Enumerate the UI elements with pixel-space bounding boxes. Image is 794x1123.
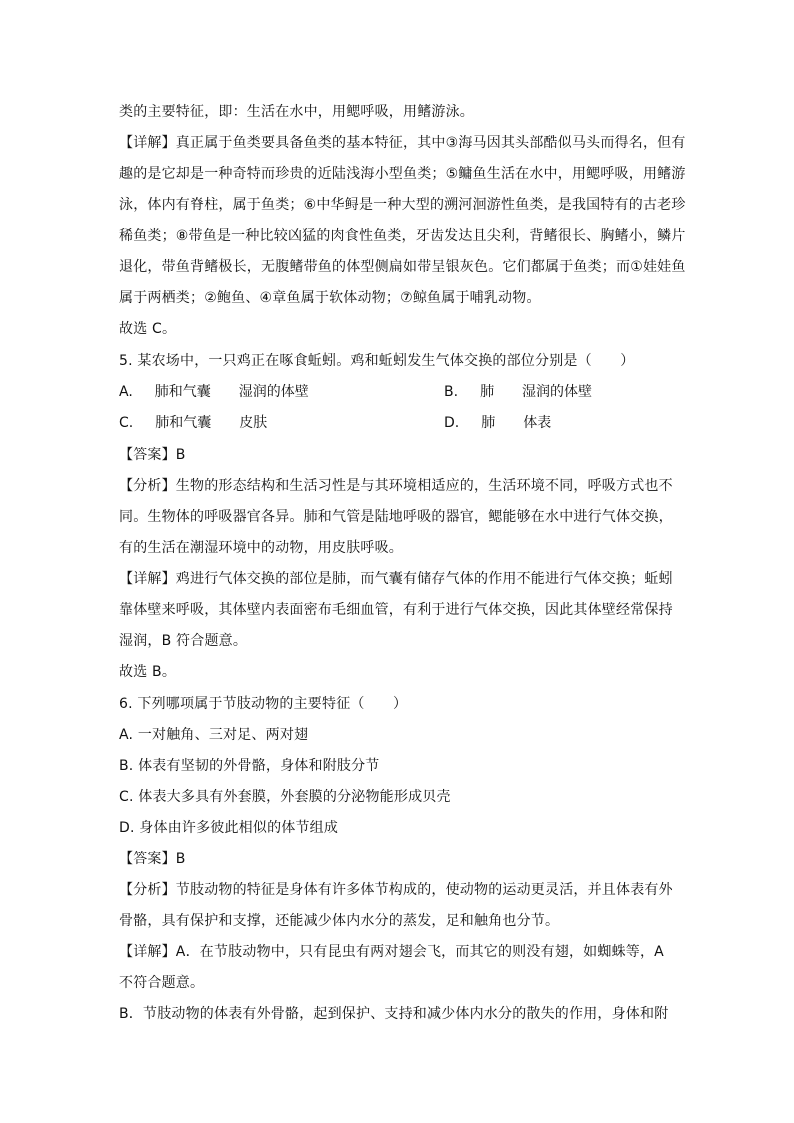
option-text: 肺 湿润的体壁: [480, 384, 593, 400]
question-5: 5. 某农场中，一只鸡正在啄食蚯蚓。鸡和蚯蚓发生气体交换的部位分别是（ ）: [119, 353, 635, 369]
text-line: 不符合题意。: [119, 975, 205, 991]
option-letter: D.: [444, 415, 460, 431]
question-6: 6. 下列哪项属于节肢动物的主要特征（ ）: [119, 696, 408, 712]
text-line: 退化，带鱼背鳍极长，无腹鳍带鱼的体型侧扁如带呈银灰色。它们都属于鱼类；而①娃娃鱼: [119, 259, 686, 275]
text-line: 靠体壁来呼吸，其体壁内表面密布毛细血管，有利于进行气体交换，因此其体壁经常保持: [119, 602, 673, 618]
text-line: 骨骼，具有保护和支撑，还能减少体内水分的蒸发，足和触角也分节。: [119, 913, 560, 929]
option-letter: A.: [119, 384, 133, 400]
text-line: 类的主要特征，即：生活在水中，用鳃呼吸，用鳍游泳。: [119, 104, 474, 120]
option-letter: B.: [444, 384, 459, 400]
text-line: 属于两栖类；②鲍鱼、④章鱼属于软体动物；⑦鲸鱼属于哺乳动物。: [119, 290, 541, 306]
answer-line: 【答案】B: [119, 851, 186, 867]
text-line: 有的生活在潮湿环境中的动物，用皮肤呼吸。: [119, 540, 403, 556]
text-line: 稀鱼类；⑧带鱼是一种比较凶猛的肉食性鱼类，牙齿发达且尖利，背鳍很长、胸鳍小，鳞片: [119, 228, 686, 244]
option-a: A. 一对触角、三对足、两对翅: [119, 727, 309, 743]
option-text: 肺和气囊 湿润的体壁: [154, 384, 309, 400]
text-line: 故选 B。: [119, 664, 177, 680]
text-line: 【分析】节肢动物的特征是身体有许多体节构成的，使动物的运动更灵活，并且体表有外: [119, 882, 673, 898]
text-line: 故选 C。: [119, 321, 177, 337]
text-line: 湿润，B 符合题意。: [119, 633, 248, 649]
text-line: 泳，体内有脊柱，属于鱼类；⑥中华鲟是一种大型的溯河洄游性鱼类，是我国特有的古老珍: [119, 197, 686, 213]
text-line: 【分析】生物的形态结构和生活习性是与其环境相适应的，生活环境不同，呼吸方式也不: [119, 478, 673, 494]
text-line: 【详解】鸡进行气体交换的部位是肺，而气囊有储存气体的作用不能进行气体交换；蚯蚓: [119, 571, 673, 587]
option-a: [119, 382, 309, 402]
text-line: 同。生物体的呼吸器官各异。肺和气管是陆地呼吸的器官，鳃能够在水中进行气体交换，: [119, 509, 673, 525]
option-b: [444, 382, 592, 402]
option-c: [119, 413, 267, 433]
option-b: B. 体表有坚韧的外骨骼，身体和附肢分节: [119, 758, 380, 774]
option-d: D. 身体由许多彼此相似的体节组成: [119, 820, 339, 836]
text-line: 趣的是它却是一种奇特而珍贵的近陆浅海小型鱼类；⑤鳙鱼生活在水中，用鳃呼吸，用鳍游: [119, 166, 686, 182]
option-text: 肺 体表: [481, 415, 552, 431]
option-letter: C.: [119, 415, 134, 431]
text-line: 【详解】A．在节肢动物中，只有昆虫有两对翅会飞，而其它的则没有翅，如蜘蛛等，A: [119, 944, 664, 960]
answer-line: 【答案】B: [119, 447, 186, 463]
option-d: [444, 413, 551, 433]
text-line: 【详解】真正属于鱼类要具备鱼类的基本特征，其中③海马因其头部酷似马头而得名，但有: [119, 135, 686, 151]
option-c: C. 体表大多具有外套膜，外套膜的分泌物能形成贝壳: [119, 789, 451, 805]
option-text: 肺和气囊 皮肤: [155, 415, 268, 431]
text-line: B．节肢动物的体表有外骨骼，起到保护、支持和减少体内水分的散失的作用，身体和附: [119, 1006, 669, 1022]
